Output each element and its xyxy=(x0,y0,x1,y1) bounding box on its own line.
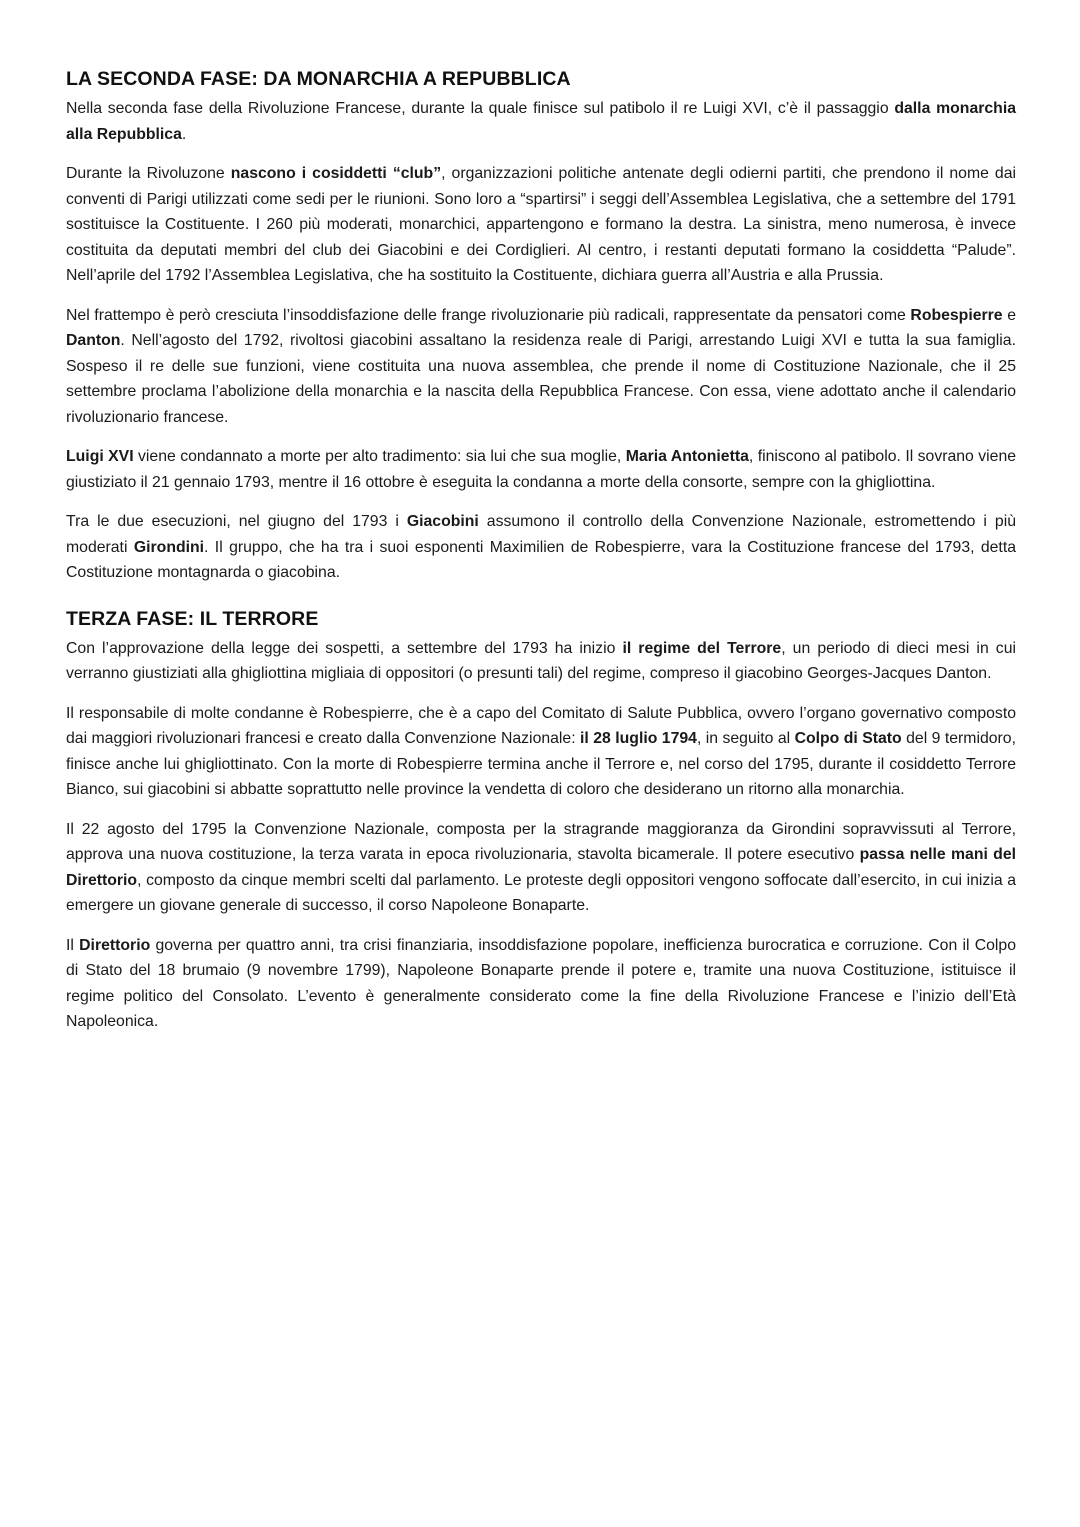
text-run: . Nell’agosto del 1792, rivoltosi giacobini assaltano la residenza reale di Parigi, arrestando Luigi XVI e tutta la sua famiglia. Sospeso il re delle sue funzioni, viene costituita una nuova assemblea, che prende il nome di Costituzione Nazionale, che il 25 settembre proclama l’abolizione della monarchia e la nascita della Repubblica Francese. Con essa, viene adottato anche il calendario rivoluzionario francese. xyxy=(66,332,1016,426)
text-run: , un periodo di dieci mesi in cui verranno giustiziati alla ghigliottina migliaia di oppositori (o presunti tali) del regime, compreso il giacobino Georges-Jacques Danton. xyxy=(66,639,1016,682)
text-run: Il 22 agosto del 1795 la Convenzione Nazionale, composta per la stragrande maggioranza da Girondini sopravvissuti al Terrore, approva una nuova costituzione, la terza varata in epoca rivoluzionaria, stavolta bicamerale. Il potere esecutivo xyxy=(66,820,1016,863)
bold-text: Maria Antonietta xyxy=(625,448,749,465)
paragraph xyxy=(66,509,1016,586)
text-run: Tra le due esecuzioni, nel giugno del 1793 i xyxy=(66,513,407,530)
bold-text: Colpo di Stato xyxy=(794,730,902,747)
bold-text: Giacobini xyxy=(406,513,479,530)
paragraph xyxy=(66,636,1016,687)
text-run: e xyxy=(1002,306,1016,324)
paragraph xyxy=(66,96,1016,147)
text-run: . xyxy=(181,125,187,143)
text-run: del 9 termidoro, finisce anche lui ghigliottinato. Con la morte di Robespierre termina anche il Terrore e, nel corso del 1795, durante il cosiddetto Terrore Bianco, sui giacobini si abbatte soprattutto nelle province la vendetta di coloro che desiderano un ritorno alla monarchia. xyxy=(66,730,1016,798)
text-run: assumono il controllo della Convenzione Nazionale, estromettendo i più moderati xyxy=(66,513,1017,556)
section-heading: TERZA FASE: IL TERRORE xyxy=(66,607,319,630)
text-run: , organizzazioni politiche antenate degli odierni partiti, che prendono il nome dai conventi di Parigi utilizzati come sedi per le riunioni. Sono loro a “spartirsi” i seggi dell’Assemblea Legislativa, che a settembre del 1791 sostituisce la Costituente. I 260 più moderati, monarchici, appartengono e formano la destra. La sinistra, meno numerosa, è invece costituita da deputati membri del club dei Giacobini e dei Cordiglieri. Al centro, i restanti deputati formano la cosiddetta “Palude”. Nell’aprile del 1792 l’Assemblea Legislativa, che ha sostituito la Costituente, dichiara guerra all’Austria e alla Prussia. xyxy=(66,165,1017,284)
paragraph xyxy=(66,817,1016,919)
paragraph xyxy=(66,701,1016,803)
bold-text: Danton xyxy=(66,332,121,349)
text-run: governa per quattro anni, tra crisi finanziaria, insoddisfazione popolare, inefficienza burocratica e corruzione. Con il Colpo di Stato del 18 brumaio (9 novembre 1799), Napoleone Bonaparte prende il potere e, tramite una nuova Costituzione, istituisce il regime politico del Consolato. L’evento è generalmente considerato come la fine della Rivoluzione Francese e l’inizio dell’Età Napoleonica. xyxy=(66,936,1016,1030)
bold-text: passa nelle mani del Direttorio xyxy=(66,846,1016,889)
text-run: Nella seconda fase della Rivoluzione Francese, durante la quale finisce sul patibolo il re Luigi XVI, c’è il passaggio xyxy=(66,100,895,117)
bold-text: Robespierre xyxy=(910,306,1003,324)
section-seconda-fase xyxy=(66,66,1016,586)
text-run: Il xyxy=(66,936,80,954)
bold-text: Luigi XVI xyxy=(66,448,134,465)
bold-text: Direttorio xyxy=(79,936,151,954)
text-run: Con l’approvazione della legge dei sospetti, a settembre del 1793 ha inizio xyxy=(66,639,623,657)
section-heading: LA SECONDA FASE: DA MONARCHIA A REPUBBLICA xyxy=(66,68,571,90)
bold-text: il regime del Terrore xyxy=(622,639,782,657)
text-run: , finiscono al patibolo. Il sovrano viene giustiziato il 21 gennaio 1793, mentre il 16 ottobre è eseguita la condanna a morte della consorte, sempre con la ghigliottina. xyxy=(66,448,1017,491)
paragraph xyxy=(66,303,1016,431)
text-run: , in seguito al xyxy=(696,730,795,747)
paragraph xyxy=(66,933,1016,1035)
text-run: , composto da cinque membri scelti dal parlamento. Le proteste degli oppositori vengono soffocate dall’esercito, in cui inizia a emergere un giovane generale di successo, il corso Napoleone Bonaparte. xyxy=(66,871,1016,914)
text-run: viene condannato a morte per alto tradimento: sia lui che sua moglie, xyxy=(133,448,626,465)
document-page xyxy=(66,66,1016,1049)
bold-text: dalla monarchia alla Repubblica xyxy=(66,100,1016,143)
text-run: Nel frattempo è però cresciuta l’insoddisfazione delle frange rivoluzionarie più radicali, rappresentate da pensatori come xyxy=(66,306,911,324)
paragraph xyxy=(66,444,1016,495)
text-run: Il responsabile di molte condanne è Robespierre, che è a capo del Comitato di Salute Pubblica, ovvero l’organo governativo composto dai maggiori rivoluzionari francesi e creato dalla Convenzione Nazionale: xyxy=(66,704,1016,747)
bold-text: Girondini xyxy=(133,538,205,556)
paragraph xyxy=(66,161,1016,289)
text-run: Durante la Rivoluzone xyxy=(66,165,231,182)
bold-text: il 28 luglio 1794 xyxy=(580,730,697,747)
bold-text: nascono i cosiddetti “club” xyxy=(230,165,442,182)
section-terza-fase xyxy=(66,606,1016,1035)
text-run: . Il gruppo, che ha tra i suoi esponenti Maximilien de Robespierre, vara la Costituzione francese del 1793, detta Costituzione montagnarda o giacobina. xyxy=(66,538,1016,581)
